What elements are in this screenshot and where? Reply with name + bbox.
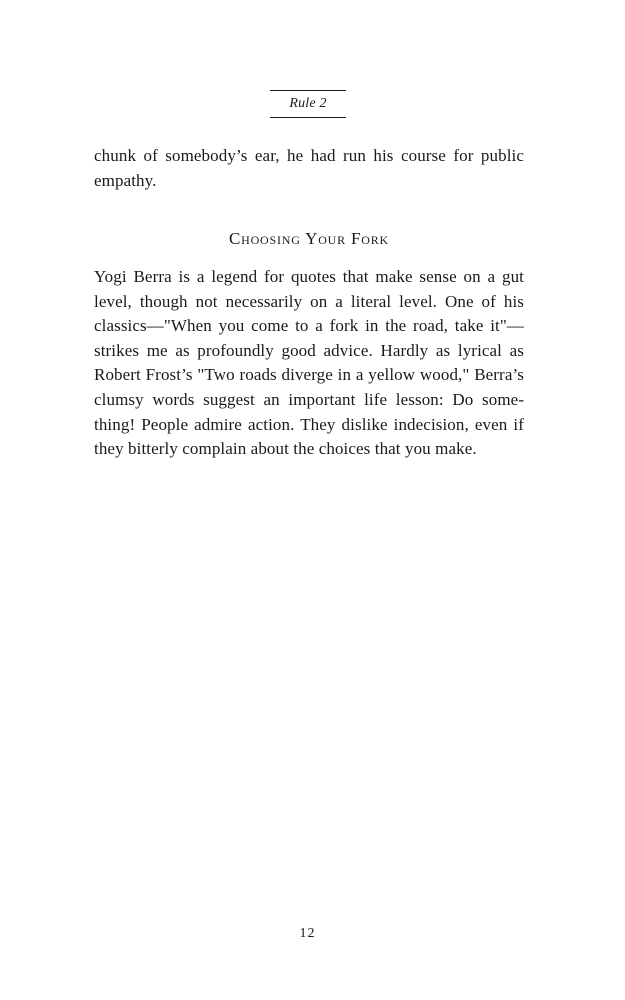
section-heading: Choosing Your Fork — [228, 229, 389, 248]
page-number: 12 — [299, 926, 316, 941]
running-head-text: Rule 2 — [289, 96, 327, 111]
paragraph-continued: chunk of somebody’s ear, he had run his course for public empathy. — [94, 146, 524, 190]
paragraph-main: Yogi Berra is a legend for quotes that make sense on a gut level, though not necessarily on a literal level. One of his classics—"When you come to a fork in the road, take it"—strikes me as profoundly good advice. Hardly as lyrical as Robert Frost’s "Two roads diverge in a yellow wood," Berra’s clumsy words suggest an important life lesson: Do something! People admire action. They dislike indecision, even if they bitterly complain about the choices that you make. — [94, 267, 524, 459]
running-head — [270, 90, 346, 118]
